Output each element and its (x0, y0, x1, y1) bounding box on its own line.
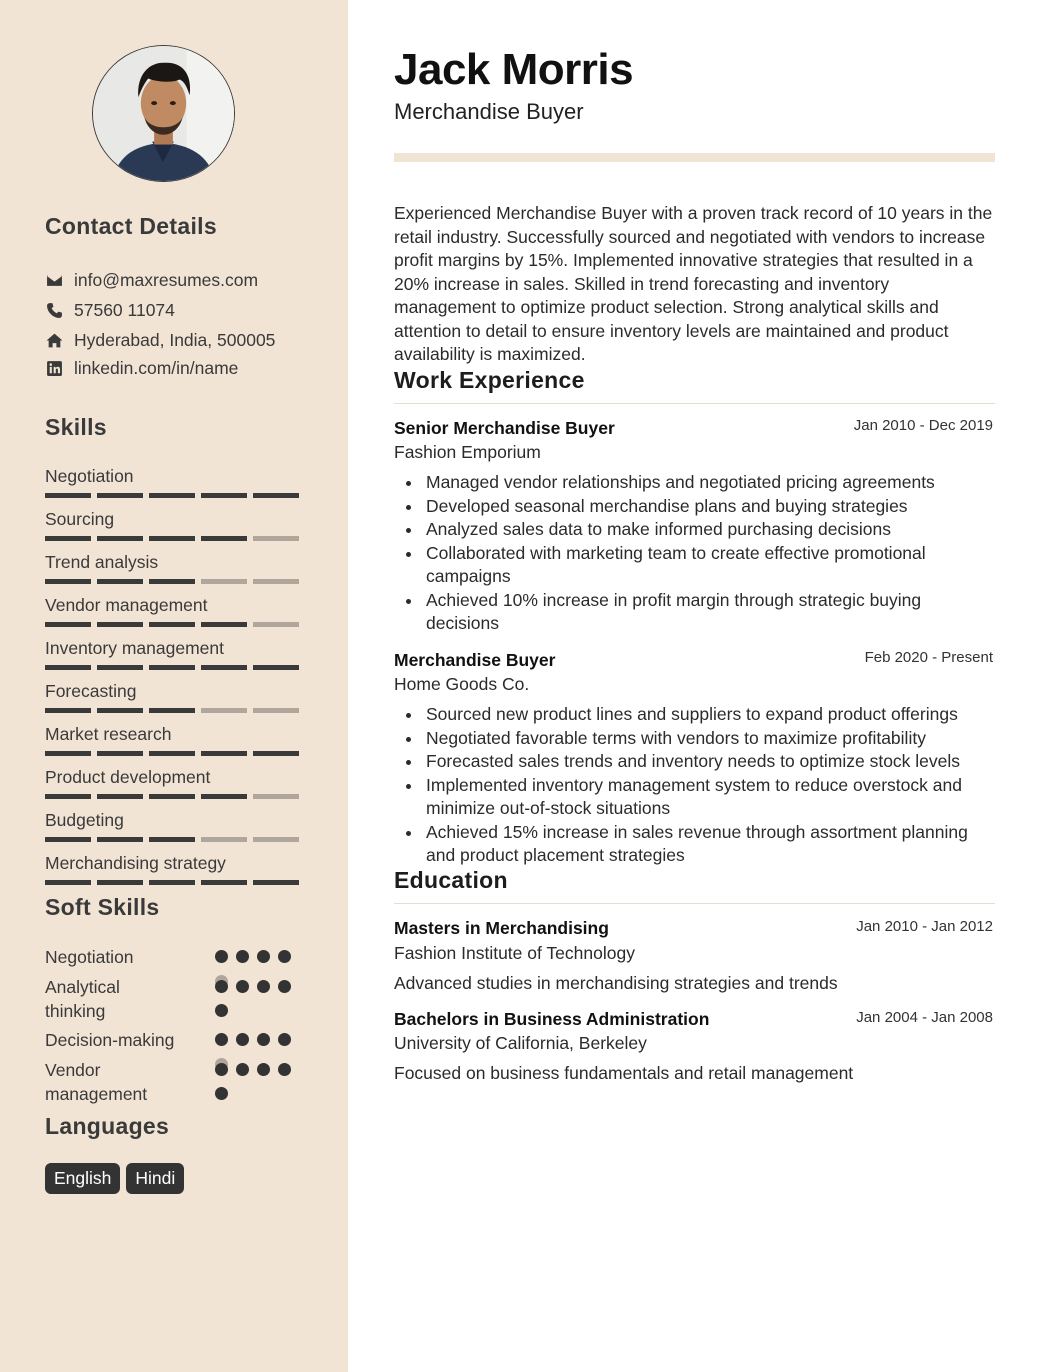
skill-level-segment (201, 536, 247, 541)
skill-level-segment (97, 837, 143, 842)
rating-dot (215, 1033, 228, 1046)
skill-name: Product development (45, 767, 211, 787)
skill-item (45, 595, 305, 627)
skill-item (45, 466, 305, 498)
avatar-photo (93, 46, 234, 181)
skill-level-segment (97, 622, 143, 627)
list-item: Managed vendor relationships and negotiated pricing agreements (394, 471, 995, 495)
skill-item (45, 724, 305, 756)
skill-level-segment (97, 579, 143, 584)
rating-dot (215, 980, 228, 993)
skill-level-segment (253, 622, 299, 627)
skill-level-segment (253, 536, 299, 541)
sidebar (0, 0, 348, 1372)
soft-skill-item (45, 1028, 305, 1052)
rating-dot (257, 980, 270, 993)
skill-level-segment (149, 493, 195, 498)
job-title: Merchandise Buyer (394, 650, 556, 670)
skill-level-segment (201, 837, 247, 842)
contact-heading: Contact Details (45, 213, 217, 239)
skill-name: Merchandising strategy (45, 853, 226, 873)
list-item: Analyzed sales data to make informed purchasing decisions (394, 518, 995, 542)
skill-level-segment (149, 751, 195, 756)
rating-dot (215, 1004, 228, 1017)
rating-dot (236, 1063, 249, 1076)
skill-name: Budgeting (45, 810, 124, 830)
soft-skills-heading: Soft Skills (45, 894, 160, 920)
skill-level-segment (201, 708, 247, 713)
soft-skill-item (45, 945, 305, 969)
work-divider (394, 403, 995, 404)
skill-level-segment (253, 708, 299, 713)
list-item: Achieved 10% increase in profit margin through strategic buying decisions (394, 589, 995, 636)
skill-item (45, 509, 305, 541)
skill-level-bar (45, 794, 305, 799)
skills-heading: Skills (45, 414, 107, 440)
job-title: Senior Merchandise Buyer (394, 418, 615, 438)
skill-item (45, 767, 305, 799)
list-item: Forecasted sales trends and inventory needs to optimize stock levels (394, 750, 995, 774)
contact-linkedin-text: linkedin.com/in/name (74, 357, 239, 378)
skill-name: Market research (45, 724, 172, 744)
skill-level-bar (45, 579, 305, 584)
phone-icon (45, 301, 63, 319)
soft-skill-name-line: management (45, 1084, 148, 1104)
linkedin-icon (45, 359, 63, 377)
skill-name: Trend analysis (45, 552, 159, 572)
skill-level-segment (97, 493, 143, 498)
job-bullets (394, 471, 995, 636)
skill-level-bar (45, 665, 305, 670)
candidate-title: Merchandise Buyer (394, 99, 584, 124)
contact-phone-text: 57560 11074 (74, 299, 175, 320)
skill-level-segment (97, 665, 143, 670)
contact-address-text: Hyderabad, India, 500005 (74, 329, 276, 350)
job-bullets (394, 703, 995, 868)
skill-level-segment (45, 880, 91, 885)
skill-level-segment (253, 794, 299, 799)
skill-level-segment (45, 665, 91, 670)
soft-skill-name (45, 1028, 205, 1052)
rating-dot (215, 1063, 228, 1076)
rating-dot (236, 950, 249, 963)
degree-date: Jan 2010 - Jan 2012 (856, 918, 993, 935)
skill-level-bar (45, 622, 305, 627)
soft-skill-name-line: thinking (45, 1001, 106, 1021)
list-item: Implemented inventory management system to reduce overstock and minimize out-of-stock situations (394, 774, 995, 821)
skill-level-segment (149, 536, 195, 541)
skill-level-segment (201, 751, 247, 756)
education-heading: Education (394, 867, 508, 893)
skill-level-segment (149, 708, 195, 713)
degree-title: Masters in Merchandising (394, 918, 609, 938)
skill-level-bar (45, 837, 305, 842)
summary-text: Experienced Merchandise Buyer with a proven track record of 10 years in the retail industry. Successfully sourced and negotiated with vendors to increase profit margins by 15%. Implemented innovative strategies that resulted in a 20% increase in sales. Skilled in trend forecasting and inventory management to optimize product selection. Strong analytical skills and attention to detail to ensure inventory levels are maintained and product availability is maximized. (394, 203, 993, 364)
skill-level-segment (97, 536, 143, 541)
skill-level-segment (45, 536, 91, 541)
skill-level-segment (45, 579, 91, 584)
skill-level-segment (253, 493, 299, 498)
skill-item (45, 681, 305, 713)
degree-description: Focused on business fundamentals and retail management (394, 1063, 854, 1083)
job-date: Feb 2020 - Present (864, 649, 993, 666)
education-divider (394, 903, 995, 904)
rating-dot (215, 950, 228, 963)
skill-level-bar (45, 880, 305, 885)
contact-email[interactable] (45, 269, 258, 291)
skill-level-segment (149, 622, 195, 627)
contact-address (45, 329, 275, 351)
soft-skill-name-line: Decision-making (45, 1030, 175, 1050)
skill-level-bar (45, 751, 305, 756)
skill-level-segment (97, 880, 143, 885)
skill-level-segment (149, 880, 195, 885)
skill-level-segment (149, 665, 195, 670)
skill-level-segment (45, 794, 91, 799)
rating-dot (257, 1033, 270, 1046)
skill-item (45, 638, 305, 670)
list-item: Developed seasonal merchandise plans and buying strategies (394, 495, 995, 519)
skill-level-segment (97, 708, 143, 713)
skill-level-bar (45, 493, 305, 498)
skill-level-segment (45, 751, 91, 756)
header-divider (394, 153, 995, 162)
job-company: Fashion Emporium (394, 442, 541, 462)
skill-level-segment (201, 622, 247, 627)
main-content (348, 0, 1040, 1372)
soft-skill-name-line: Analytical (45, 977, 120, 997)
rating-dot (257, 950, 270, 963)
contact-email-text: info@maxresumes.com (74, 269, 259, 290)
soft-skill-name (45, 1058, 205, 1106)
job-company: Home Goods Co. (394, 674, 530, 694)
skill-level-segment (201, 579, 247, 584)
skill-level-segment (201, 493, 247, 498)
avatar (92, 45, 235, 182)
skill-level-bar (45, 536, 305, 541)
list-item: Collaborated with marketing team to create effective promotional campaigns (394, 542, 995, 589)
skill-level-segment (253, 579, 299, 584)
contact-linkedin[interactable] (45, 357, 238, 379)
skill-level-segment (253, 751, 299, 756)
soft-skill-name-line: Negotiation (45, 947, 134, 967)
skill-level-segment (253, 665, 299, 670)
skill-level-segment (149, 837, 195, 842)
language-badge: English (45, 1163, 120, 1194)
skill-level-segment (253, 880, 299, 885)
skill-name: Vendor management (45, 595, 208, 615)
home-icon (45, 331, 63, 349)
skill-level-bar (45, 708, 305, 713)
skill-level-segment (97, 794, 143, 799)
soft-skill-name (45, 975, 205, 1023)
list-item: Sourced new product lines and suppliers to expand product offerings (394, 703, 995, 727)
rating-dot (278, 950, 291, 963)
skill-level-segment (45, 493, 91, 498)
rating-dot (215, 1087, 228, 1100)
work-heading: Work Experience (394, 367, 585, 393)
skill-item (45, 810, 305, 842)
skill-level-segment (201, 880, 247, 885)
rating-dot (278, 1033, 291, 1046)
soft-skill-name (45, 945, 205, 969)
contact-phone[interactable] (45, 299, 175, 321)
skill-level-segment (45, 708, 91, 713)
rating-dot (236, 1033, 249, 1046)
school-name: University of California, Berkeley (394, 1033, 647, 1053)
skill-name: Inventory management (45, 638, 224, 658)
skill-level-segment (149, 579, 195, 584)
skill-level-segment (201, 794, 247, 799)
skill-level-segment (201, 665, 247, 670)
rating-dot (257, 1063, 270, 1076)
list-item: Negotiated favorable terms with vendors to maximize profitability (394, 727, 995, 751)
degree-description: Advanced studies in merchandising strategies and trends (394, 973, 838, 993)
skill-level-segment (45, 837, 91, 842)
skill-name: Forecasting (45, 681, 137, 701)
soft-skill-item (45, 1058, 305, 1106)
skill-name: Negotiation (45, 466, 134, 486)
soft-skill-item (45, 975, 305, 1023)
school-name: Fashion Institute of Technology (394, 943, 635, 963)
envelope-icon (45, 271, 63, 289)
skill-level-segment (253, 837, 299, 842)
list-item: Achieved 15% increase in sales revenue through assortment planning and product placement strategies (394, 821, 995, 868)
skill-item (45, 552, 305, 584)
rating-dot (278, 980, 291, 993)
rating-dot (236, 980, 249, 993)
candidate-name: Jack Morris (394, 45, 634, 94)
skill-item (45, 853, 305, 885)
skill-name: Sourcing (45, 509, 115, 529)
skill-level-segment (149, 794, 195, 799)
language-badge: Hindi (126, 1163, 184, 1194)
languages-heading: Languages (45, 1113, 170, 1139)
languages-list (45, 1163, 184, 1194)
soft-skill-name-line: Vendor (45, 1060, 101, 1080)
degree-date: Jan 2004 - Jan 2008 (856, 1009, 993, 1026)
rating-dot (278, 1063, 291, 1076)
skill-level-segment (45, 622, 91, 627)
degree-title: Bachelors in Business Administration (394, 1009, 710, 1029)
job-date: Jan 2010 - Dec 2019 (853, 417, 993, 434)
skill-level-segment (97, 751, 143, 756)
